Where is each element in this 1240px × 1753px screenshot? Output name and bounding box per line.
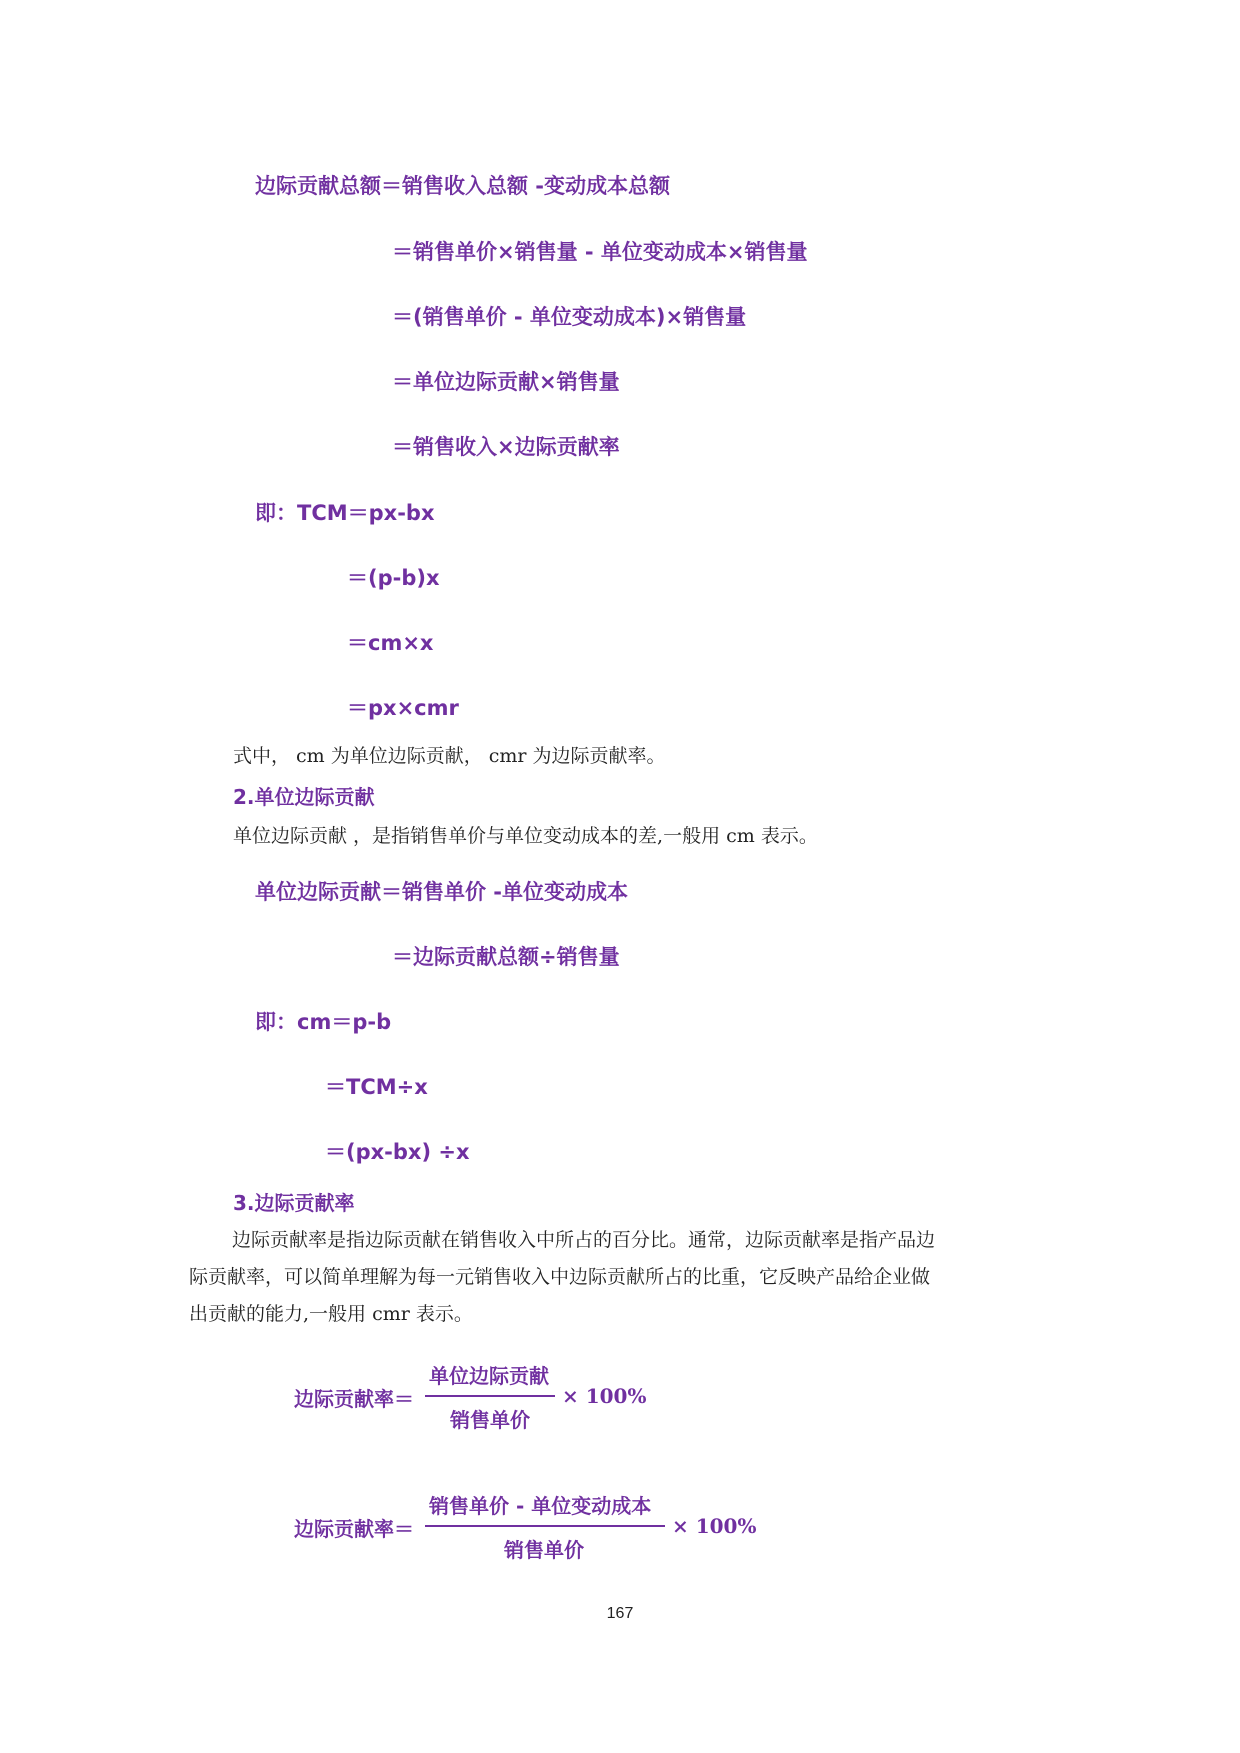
formula-symbolic-cm: 即：cm＝p-b bbox=[255, 1010, 392, 1034]
fraction-lhs: 边际贡献率＝ bbox=[294, 1517, 414, 1541]
formula-line: ＝TCM÷x bbox=[325, 1075, 428, 1099]
formula-line: ＝销售单价×销售量 - 单位变动成本×销售量 bbox=[392, 240, 808, 264]
section-heading: 3.边际贡献率 bbox=[233, 1191, 355, 1215]
fraction-denominator: 销售单价 bbox=[450, 1408, 530, 1432]
formula-line: ＝(px-bx) ÷x bbox=[325, 1140, 470, 1164]
fraction-multiplier: × 100% bbox=[562, 1384, 647, 1408]
definition-text: 单位边际贡献 ，是指销售单价与单位变动成本的差,一般用 cm 表示。 bbox=[233, 825, 818, 847]
formula-line: ＝(p-b)x bbox=[347, 566, 440, 590]
fraction-multiplier: × 100% bbox=[672, 1514, 757, 1538]
fraction-formula bbox=[294, 1360, 674, 1440]
formula-note: 式中， cm 为单位边际贡献， cmr 为边际贡献率。 bbox=[233, 745, 666, 767]
fraction-bar bbox=[425, 1525, 665, 1527]
formula-unit-contribution: 单位边际贡献＝销售单价 -单位变动成本 bbox=[255, 880, 629, 904]
formula-total-contribution: 边际贡献总额＝销售收入总额 -变动成本总额 bbox=[255, 174, 671, 198]
paragraph-line: 际贡献率，可以简单理解为每一元销售收入中边际贡献所占的比重，它反映产品给企业做 bbox=[189, 1266, 931, 1288]
page-number: 167 bbox=[606, 1605, 634, 1622]
fraction-numerator: 销售单价 - 单位变动成本 bbox=[429, 1494, 652, 1518]
formula-line: ＝单位边际贡献×销售量 bbox=[392, 370, 620, 394]
paragraph-line: 出贡献的能力,一般用 cmr 表示。 bbox=[189, 1303, 473, 1325]
fraction-numerator: 单位边际贡献 bbox=[429, 1364, 549, 1388]
fraction-formula bbox=[294, 1490, 774, 1570]
paragraph-line: 边际贡献率是指边际贡献在销售收入中所占的百分比。通常，边际贡献率是指产品边 bbox=[232, 1229, 936, 1251]
fraction-bar bbox=[425, 1395, 555, 1397]
fraction-denominator: 销售单价 bbox=[504, 1538, 584, 1562]
fraction-lhs: 边际贡献率＝ bbox=[294, 1387, 414, 1411]
formula-symbolic-tcm: 即：TCM＝px-bx bbox=[255, 501, 435, 525]
paragraph bbox=[189, 1222, 1051, 1333]
formula-line: ＝cm×x bbox=[347, 631, 434, 655]
formula-line: ＝边际贡献总额÷销售量 bbox=[392, 945, 620, 969]
section-heading: 2.单位边际贡献 bbox=[233, 785, 375, 809]
formula-line: ＝(销售单价 - 单位变动成本)×销售量 bbox=[392, 305, 747, 329]
formula-line: ＝销售收入×边际贡献率 bbox=[392, 435, 620, 459]
formula-line: ＝px×cmr bbox=[347, 696, 459, 720]
